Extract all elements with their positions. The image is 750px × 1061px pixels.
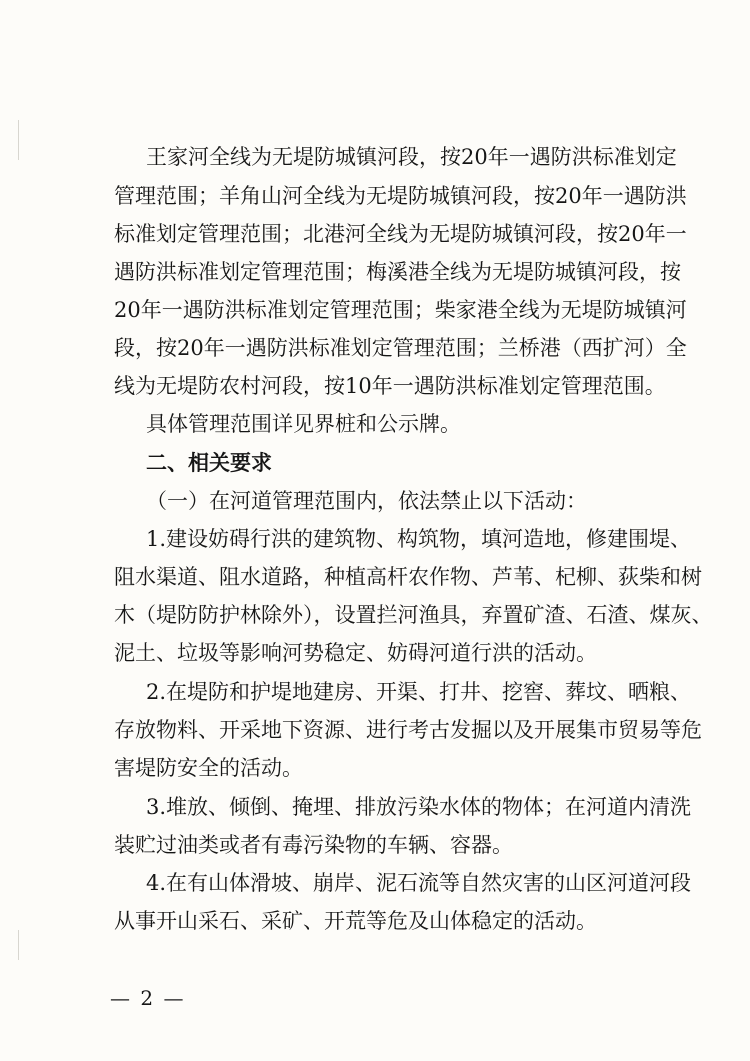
body-text-line: 泥土、垃圾等影响河势稳定、妨碍河道行洪的活动。 — [114, 641, 597, 665]
body-text-line: 段，按20年一遇防洪标准划定管理范围；兰桥港（西扩河）全 — [114, 336, 687, 360]
body-text-line: 阻水渠道、阻水道路，种植高杆农作物、芦苇、杞柳、荻柴和树 — [114, 565, 702, 589]
body-text-line: 害堤防安全的活动。 — [114, 756, 303, 780]
sub-heading: （一）在河道管理范围内，依法禁止以下活动： — [146, 489, 587, 513]
body-text-line: 王家河全线为无堤防城镇河段，按20年一遇防洪标准划定 — [146, 145, 677, 169]
body-text-line: 2.在堤防和护堤地建房、开渠、打井、挖窖、葬坟、晒粮、 — [146, 680, 692, 704]
body-text-line: 20年一遇防洪标准划定管理范围；柴家港全线为无堤防城镇河 — [114, 298, 687, 322]
scan-artifact — [18, 120, 19, 160]
body-text-line: 遇防洪标准划定管理范围；梅溪港全线为无堤防城镇河段，按 — [114, 260, 681, 284]
body-text-line: 木（堤防防护林除外），设置拦河渔具，弃置矿渣、石渣、煤灰、 — [114, 603, 713, 627]
body-text-line: 4.在有山体滑坡、崩岸、泥石流等自然灾害的山区河道河段 — [146, 871, 692, 895]
body-text-line: 3.堆放、倾倒、掩埋、排放污染水体的物体；在河道内清洗 — [146, 795, 692, 819]
body-text-line: 装贮过油类或者有毒污染物的车辆、容器。 — [114, 833, 513, 857]
scan-artifact — [18, 930, 19, 960]
body-text-line: 1.建设妨碍行洪的建筑物、构筑物，填河造地，修建围堤、 — [146, 527, 692, 551]
body-text-line: 管理范围；羊角山河全线为无堤防城镇河段，按20年一遇防洪 — [114, 184, 687, 208]
section-heading: 二、相关要求 — [146, 451, 272, 475]
body-text-line: 从事开山采石、采矿、开荒等危及山体稳定的活动。 — [114, 909, 597, 933]
body-text-line: 存放物料、开采地下资源、进行考古发掘以及开展集市贸易等危 — [114, 718, 702, 742]
page-number: — 2 — — [110, 986, 186, 1010]
body-text-line: 线为无堤防农村河段，按10年一遇防洪标准划定管理范围。 — [114, 374, 666, 398]
body-text-line: 具体管理范围详见界桩和公示牌。 — [146, 412, 461, 436]
body-text-line: 标准划定管理范围；北港河全线为无堤防城镇河段，按20年一 — [114, 222, 687, 246]
